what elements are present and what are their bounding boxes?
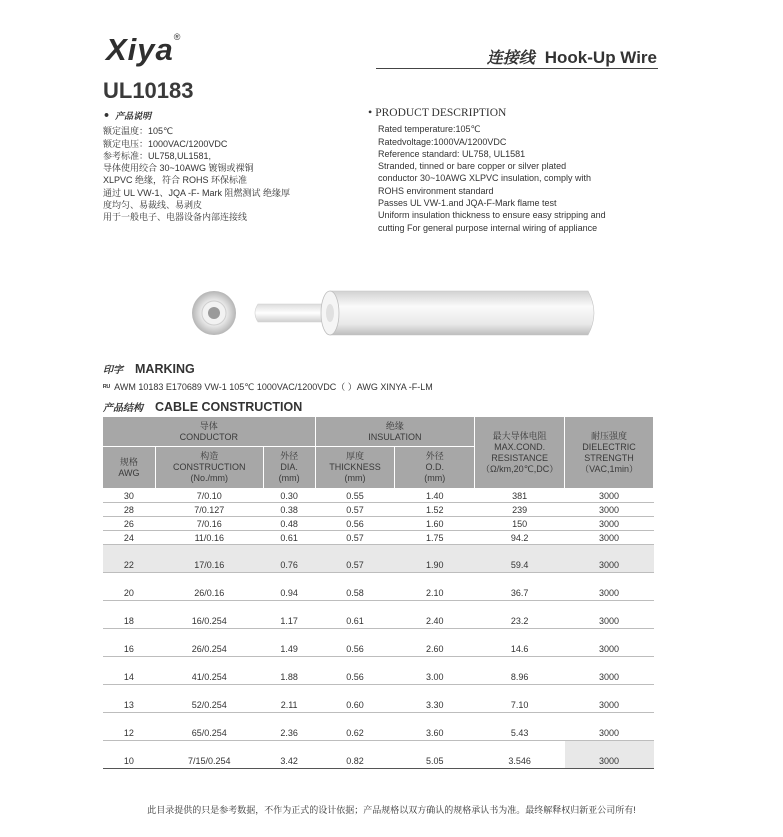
header-en-title: Hook-Up Wire — [544, 48, 657, 67]
cell-awg: 28 — [103, 503, 156, 517]
cell-dia: 2.11 — [263, 685, 315, 713]
cell-od: 1.90 — [395, 545, 475, 573]
marking-en-label: MARKING — [135, 362, 195, 376]
cell-resistance: 59.4 — [475, 545, 565, 573]
cell-od: 2.60 — [395, 629, 475, 657]
cell-resistance: 94.2 — [475, 531, 565, 545]
dielectric-en1: DIELECTRIC — [582, 441, 636, 452]
table-row — [103, 713, 654, 741]
cable-construction-heading — [103, 399, 302, 414]
thickness-en: THICKNESS — [329, 462, 381, 472]
description-line: conductor 30~10AWG XLPVC insulation, comply with — [378, 173, 592, 184]
resistance-unit: （Ω/km,20℃,DC） — [480, 463, 559, 474]
description-line: 用于一般电子、电器设备内部连接线 — [103, 212, 248, 223]
resistance-header — [475, 417, 565, 489]
marking-string: AWM 10183 E170689 VW-1 105℃ 1000VAC/1200VDC（ ）AWG XINYA -F-LM — [114, 382, 433, 392]
cell-dielectric: 3000 — [565, 713, 654, 741]
cell-thickness: 0.57 — [315, 503, 395, 517]
en-description — [368, 106, 606, 234]
cell-dia: 0.76 — [263, 545, 315, 573]
cell-thickness: 0.57 — [315, 545, 395, 573]
description-line: Stranded, tinned or bare copper or silver plated — [378, 161, 567, 172]
dia-unit: (mm) — [278, 473, 300, 483]
dielectric-en2: STRENGTH — [584, 452, 634, 463]
construction-en: CONSTRUCTION — [173, 462, 246, 472]
cell-awg: 18 — [103, 601, 156, 629]
header-cn-title: 连接线 — [486, 48, 535, 67]
cable-construction-en: CABLE CONSTRUCTION — [155, 400, 303, 414]
construction-unit: (No./mm) — [190, 473, 229, 483]
dia-cn: 外径 — [280, 451, 299, 461]
cable-construction-cn: 产品结构 — [103, 403, 143, 414]
table-row — [103, 545, 654, 573]
cell-od: 2.10 — [395, 573, 475, 601]
insulation-cn: 绝缘 — [385, 420, 404, 431]
dielectric-unit: （VAC,1min） — [580, 463, 638, 474]
cn-heading-text: 产品说明 — [115, 112, 152, 122]
cell-construction: 11/0.16 — [155, 531, 263, 545]
cell-awg: 20 — [103, 573, 156, 601]
description-line: Ratedvoltage:1000VA/1200VDC — [378, 136, 507, 147]
cell-awg: 10 — [103, 741, 156, 769]
od-en: O.D. — [425, 462, 445, 472]
resistance-en2: RESISTANCE — [491, 452, 549, 463]
table-row — [103, 503, 654, 517]
cn-description-heading: • 产品说明 — [103, 109, 152, 122]
cell-dielectric: 3000 — [565, 629, 654, 657]
cell-od: 3.60 — [395, 713, 475, 741]
cell-construction: 7/0.127 — [155, 503, 263, 517]
awg-en: AWG — [118, 467, 140, 478]
cell-thickness: 0.82 — [315, 741, 395, 769]
cell-dia: 1.49 — [263, 629, 315, 657]
cell-thickness: 0.62 — [315, 713, 395, 741]
conductor-en: CONDUCTOR — [179, 431, 238, 442]
cell-construction: 17/0.16 — [155, 545, 263, 573]
cell-thickness: 0.61 — [315, 601, 395, 629]
od-cn: 外径 — [425, 451, 444, 461]
awg-cn: 规格 — [119, 456, 138, 467]
cell-construction: 52/0.254 — [155, 685, 263, 713]
cell-resistance: 381 — [475, 489, 565, 503]
description-line: 导体使用绞合 30~10AWG 镀锡或裸铜 — [103, 163, 254, 174]
cell-awg: 26 — [103, 517, 156, 531]
table-row — [103, 573, 654, 601]
cell-resistance: 7.10 — [475, 685, 565, 713]
cell-od: 1.60 — [395, 517, 475, 531]
thickness-cn: 厚度 — [345, 451, 364, 461]
table-row — [103, 629, 654, 657]
header-divider — [376, 68, 658, 69]
cell-dielectric: 3000 — [565, 573, 654, 601]
description-line: Reference standard: UL758, UL1581 — [378, 148, 526, 159]
wire-end-view — [192, 291, 236, 335]
document-header — [487, 45, 657, 68]
construction-cn: 构造 — [200, 451, 219, 461]
cell-awg: 22 — [103, 545, 156, 573]
cell-resistance: 3.546 — [475, 741, 565, 769]
cell-od: 2.40 — [395, 601, 475, 629]
cell-construction: 41/0.254 — [155, 657, 263, 685]
description-line: XLPVC 绝缘，符合 ROHS 环保标准 — [103, 175, 248, 186]
cell-awg: 16 — [103, 629, 156, 657]
table-row — [103, 741, 654, 769]
table-row — [103, 517, 654, 531]
insulation-header — [315, 417, 475, 447]
cell-resistance: 14.6 — [475, 629, 565, 657]
resistance-en1: MAX.COND. — [494, 441, 546, 452]
ul-recognized-icon: ᴿᵁ — [103, 383, 111, 392]
cell-resistance: 5.43 — [475, 713, 565, 741]
thickness-unit: (mm) — [344, 473, 366, 483]
table-row — [103, 685, 654, 713]
cell-dielectric: 3000 — [565, 531, 654, 545]
cell-thickness: 0.55 — [315, 489, 395, 503]
cell-awg: 12 — [103, 713, 156, 741]
cell-dielectric: 3000 — [565, 545, 654, 573]
cable-spec-table — [102, 416, 654, 769]
description-line: Passes UL VW-1.and JQA-F-Mark flame test — [378, 198, 557, 209]
cell-thickness: 0.56 — [315, 517, 395, 531]
cell-od: 1.40 — [395, 489, 475, 503]
description-line: 度均匀、易裁线、易剥皮 — [103, 200, 203, 211]
cell-od: 1.75 — [395, 531, 475, 545]
cell-thickness: 0.57 — [315, 531, 395, 545]
marking-heading — [103, 361, 195, 376]
cell-dia: 0.38 — [263, 503, 315, 517]
cell-construction: 65/0.254 — [155, 713, 263, 741]
marking-cn-label: 印字 — [103, 365, 123, 376]
awg-header — [103, 447, 156, 489]
cell-dia: 3.42 — [263, 741, 315, 769]
cell-dielectric: 3000 — [565, 741, 654, 769]
cell-od: 3.30 — [395, 685, 475, 713]
cell-awg: 14 — [103, 657, 156, 685]
cell-awg: 24 — [103, 531, 156, 545]
resistance-cn: 最大导体电阻 — [492, 430, 547, 441]
cell-resistance: 150 — [475, 517, 565, 531]
model-number: UL10183 — [103, 78, 194, 103]
cell-awg: 13 — [103, 685, 156, 713]
cell-construction: 7/0.16 — [155, 517, 263, 531]
cell-construction: 26/0.254 — [155, 629, 263, 657]
cell-dielectric: 3000 — [565, 685, 654, 713]
conductor-cn: 导体 — [199, 420, 218, 431]
wire-side-view — [255, 291, 594, 335]
description-line: 参考标准：UL758,UL1581, — [103, 150, 212, 161]
conductor-header — [103, 417, 316, 447]
table-row — [103, 657, 654, 685]
table-row — [103, 489, 654, 503]
description-line: ROHS environment standard — [378, 185, 494, 196]
cell-od: 1.52 — [395, 503, 475, 517]
dielectric-cn: 耐压强度 — [591, 430, 628, 441]
cell-od: 3.00 — [395, 657, 475, 685]
table-row — [103, 531, 654, 545]
dia-header — [263, 447, 315, 489]
cell-thickness: 0.56 — [315, 657, 395, 685]
thickness-header — [315, 447, 395, 489]
cell-dia: 0.94 — [263, 573, 315, 601]
table-row — [103, 601, 654, 629]
cell-dielectric: 3000 — [565, 489, 654, 503]
cell-awg: 30 — [103, 489, 156, 503]
cell-dia: 2.36 — [263, 713, 315, 741]
cell-thickness: 0.58 — [315, 573, 395, 601]
cn-description — [103, 110, 290, 224]
cell-od: 5.05 — [395, 741, 475, 769]
construction-header — [155, 447, 263, 489]
cell-dia: 1.88 — [263, 657, 315, 685]
brand-logo — [106, 32, 181, 68]
od-unit: (mm) — [424, 473, 446, 483]
marking-text — [103, 380, 433, 393]
cell-thickness: 0.56 — [315, 629, 395, 657]
cell-construction: 26/0.16 — [155, 573, 263, 601]
cell-dia: 1.17 — [263, 601, 315, 629]
en-heading-text: PRODUCT DESCRIPTION — [375, 107, 507, 119]
cell-resistance: 8.96 — [475, 657, 565, 685]
insulation-en: INSULATION — [368, 431, 422, 442]
cell-construction: 7/0.10 — [155, 489, 263, 503]
dia-en: DIA. — [280, 462, 298, 472]
cell-thickness: 0.60 — [315, 685, 395, 713]
footer-disclaimer: 此目录提供的只是参考数据，不作为正式的设计依据；产品规格以双方确认的规格承认书为准。最终解释权归新亚公司所有! — [147, 805, 636, 815]
cell-dielectric: 3000 — [565, 517, 654, 531]
cell-dielectric: 3000 — [565, 601, 654, 629]
dielectric-header — [565, 417, 654, 489]
description-line: 额定电压：1000VAC/1200VDC — [103, 138, 228, 149]
wire-illustration — [190, 287, 600, 339]
en-description-heading: • PRODUCT DESCRIPTION — [368, 105, 507, 119]
description-line: 额定温度：105℃ — [103, 126, 174, 137]
description-line: Rated temperature:105℃ — [378, 124, 481, 135]
cell-resistance: 239 — [475, 503, 565, 517]
cell-resistance: 23.2 — [475, 601, 565, 629]
cell-dia: 0.48 — [263, 517, 315, 531]
description-line: Uniform insulation thickness to ensure easy stripping and — [378, 210, 606, 221]
od-header — [395, 447, 475, 489]
description-line: cutting For general purpose internal wiring of appliance — [378, 222, 598, 233]
cell-dia: 0.61 — [263, 531, 315, 545]
cell-dielectric: 3000 — [565, 503, 654, 517]
cell-dia: 0.30 — [263, 489, 315, 503]
cell-construction: 16/0.254 — [155, 601, 263, 629]
cell-resistance: 36.7 — [475, 573, 565, 601]
cell-construction: 7/15/0.254 — [155, 741, 263, 769]
cell-dielectric: 3000 — [565, 657, 654, 685]
description-line: 通过 UL VW-1、JQA -F- Mark 阻燃测试 绝缘厚 — [103, 187, 291, 198]
registered-mark: ® — [173, 32, 182, 42]
logo-text: Xiya — [106, 32, 174, 67]
